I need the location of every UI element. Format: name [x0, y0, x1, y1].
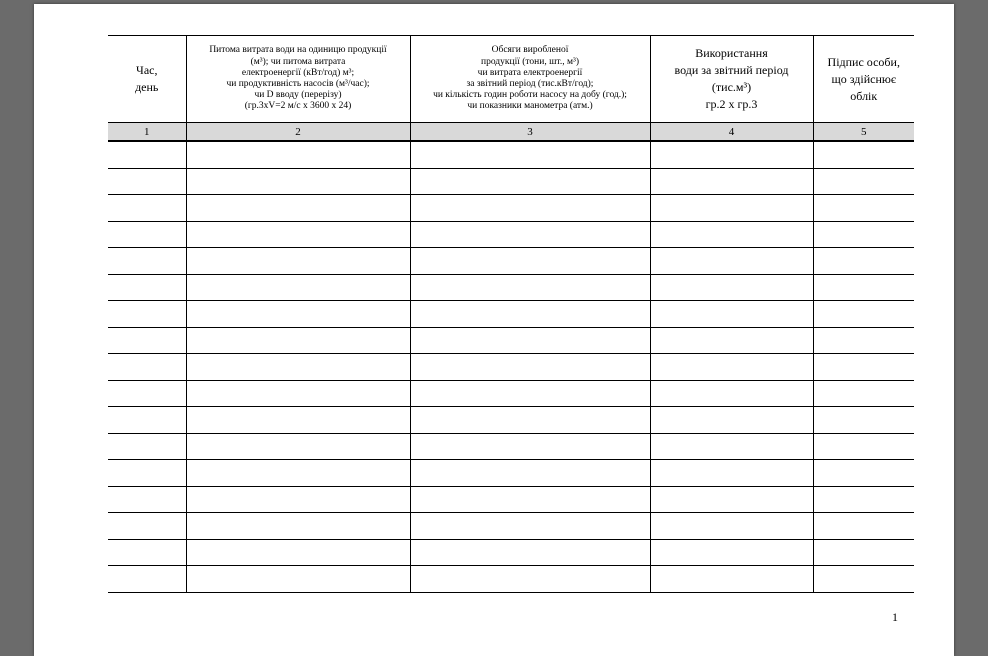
table-cell[interactable] [108, 327, 186, 354]
table-row [108, 327, 914, 354]
table-cell[interactable] [108, 539, 186, 566]
table-cell[interactable] [108, 513, 186, 540]
table-cell[interactable] [186, 539, 410, 566]
table-row [108, 566, 914, 593]
column-number: 4 [650, 123, 813, 142]
table-cell[interactable] [108, 141, 186, 168]
table-row [108, 407, 914, 434]
table-cell[interactable] [813, 274, 914, 301]
column-number: 3 [410, 123, 650, 142]
table-cell[interactable] [813, 327, 914, 354]
table-cell[interactable] [813, 407, 914, 434]
table-cell[interactable] [410, 274, 650, 301]
table-cell[interactable] [410, 380, 650, 407]
table-row [108, 380, 914, 407]
table-cell[interactable] [813, 195, 914, 222]
table-cell[interactable] [650, 354, 813, 381]
column-number-row [108, 123, 914, 142]
table-cell[interactable] [108, 486, 186, 513]
table-cell[interactable] [108, 301, 186, 328]
table-cell[interactable] [650, 486, 813, 513]
header-water-usage: Використання води за звітний період (тис.м³) гр.2 х гр.3 [650, 36, 813, 123]
table-cell[interactable] [813, 354, 914, 381]
table-cell[interactable] [650, 407, 813, 434]
header-specific-consumption: Питома витрата води на одиницю продукції (м³); чи питома витрата електроенергії (кВт/год) м³; чи продуктивність насосів (м³/час); чи D вводу (перерізу) (гр.3хV=2 м/с х 3600 х 24) [186, 36, 410, 123]
table-cell[interactable] [650, 460, 813, 487]
table-cell[interactable] [186, 486, 410, 513]
table-cell[interactable] [410, 141, 650, 168]
table-cell[interactable] [108, 433, 186, 460]
table-cell[interactable] [410, 486, 650, 513]
table-cell[interactable] [108, 407, 186, 434]
table-cell[interactable] [108, 354, 186, 381]
table-row [108, 168, 914, 195]
table-cell[interactable] [650, 513, 813, 540]
table-cell[interactable] [108, 380, 186, 407]
table-row [108, 433, 914, 460]
table-cell[interactable] [186, 407, 410, 434]
table-cell[interactable] [186, 354, 410, 381]
table-row [108, 460, 914, 487]
table-cell[interactable] [813, 141, 914, 168]
table-cell[interactable] [650, 168, 813, 195]
table-cell[interactable] [410, 168, 650, 195]
table-cell[interactable] [813, 433, 914, 460]
table-cell[interactable] [186, 327, 410, 354]
table-cell[interactable] [650, 221, 813, 248]
table-cell[interactable] [650, 566, 813, 593]
table-row [108, 513, 914, 540]
table-cell[interactable] [410, 221, 650, 248]
table-cell[interactable] [108, 566, 186, 593]
table-cell[interactable] [410, 539, 650, 566]
document-page [34, 4, 954, 656]
header-signature: Підпис особи, що здійснює облік [813, 36, 914, 123]
table-cell[interactable] [650, 327, 813, 354]
table-body [108, 141, 914, 592]
table-cell[interactable] [650, 539, 813, 566]
table-row [108, 248, 914, 275]
header-time-day: Час, день [108, 36, 186, 123]
column-number: 2 [186, 123, 410, 142]
table-cell[interactable] [813, 248, 914, 275]
table-cell[interactable] [410, 248, 650, 275]
table-cell[interactable] [186, 221, 410, 248]
table-row [108, 539, 914, 566]
table-cell[interactable] [813, 460, 914, 487]
table-cell[interactable] [813, 380, 914, 407]
table-cell[interactable] [186, 460, 410, 487]
table-cell[interactable] [410, 195, 650, 222]
table-row [108, 274, 914, 301]
table-cell[interactable] [108, 195, 186, 222]
table-cell[interactable] [650, 141, 813, 168]
table-cell[interactable] [650, 301, 813, 328]
table-cell[interactable] [108, 168, 186, 195]
water-usage-log-table [108, 35, 914, 593]
table-cell[interactable] [650, 248, 813, 275]
table-row [108, 486, 914, 513]
table-cell[interactable] [108, 460, 186, 487]
table-cell[interactable] [650, 433, 813, 460]
table-cell[interactable] [108, 248, 186, 275]
table-cell[interactable] [410, 566, 650, 593]
table-cell[interactable] [186, 380, 410, 407]
header-row [108, 36, 914, 123]
table-cell[interactable] [186, 248, 410, 275]
header-production-volume: Обсяги виробленої продукції (тони, шт., м³) чи витрата електроенергії за звітний період (тис.кВт/год); чи кількість годин роботи насосу на добу (год.); чи показники манометра (атм.) [410, 36, 650, 123]
table-cell[interactable] [410, 301, 650, 328]
table-cell[interactable] [813, 301, 914, 328]
table-cell[interactable] [410, 407, 650, 434]
table-cell[interactable] [650, 380, 813, 407]
table-cell[interactable] [186, 566, 410, 593]
table-cell[interactable] [410, 433, 650, 460]
table-row [108, 354, 914, 381]
table-row [108, 141, 914, 168]
table-cell[interactable] [813, 221, 914, 248]
column-number: 5 [813, 123, 914, 142]
table-cell[interactable] [813, 168, 914, 195]
page-number: 1 [892, 610, 898, 624]
table-cell[interactable] [186, 301, 410, 328]
table-cell[interactable] [650, 195, 813, 222]
table-row [108, 301, 914, 328]
table-cell[interactable] [410, 327, 650, 354]
table-cell[interactable] [410, 513, 650, 540]
table-cell[interactable] [410, 460, 650, 487]
table-cell[interactable] [186, 513, 410, 540]
table-cell[interactable] [813, 566, 914, 593]
table-cell[interactable] [108, 274, 186, 301]
column-number: 1 [108, 123, 186, 142]
table-cell[interactable] [186, 168, 410, 195]
table-cell[interactable] [650, 274, 813, 301]
table-cell[interactable] [813, 539, 914, 566]
table-cell[interactable] [108, 221, 186, 248]
table-cell[interactable] [186, 274, 410, 301]
table-cell[interactable] [813, 486, 914, 513]
table-cell[interactable] [813, 513, 914, 540]
table-row [108, 221, 914, 248]
table-cell[interactable] [186, 141, 410, 168]
table-row [108, 195, 914, 222]
table-cell[interactable] [410, 354, 650, 381]
table-cell[interactable] [186, 195, 410, 222]
table-cell[interactable] [186, 433, 410, 460]
